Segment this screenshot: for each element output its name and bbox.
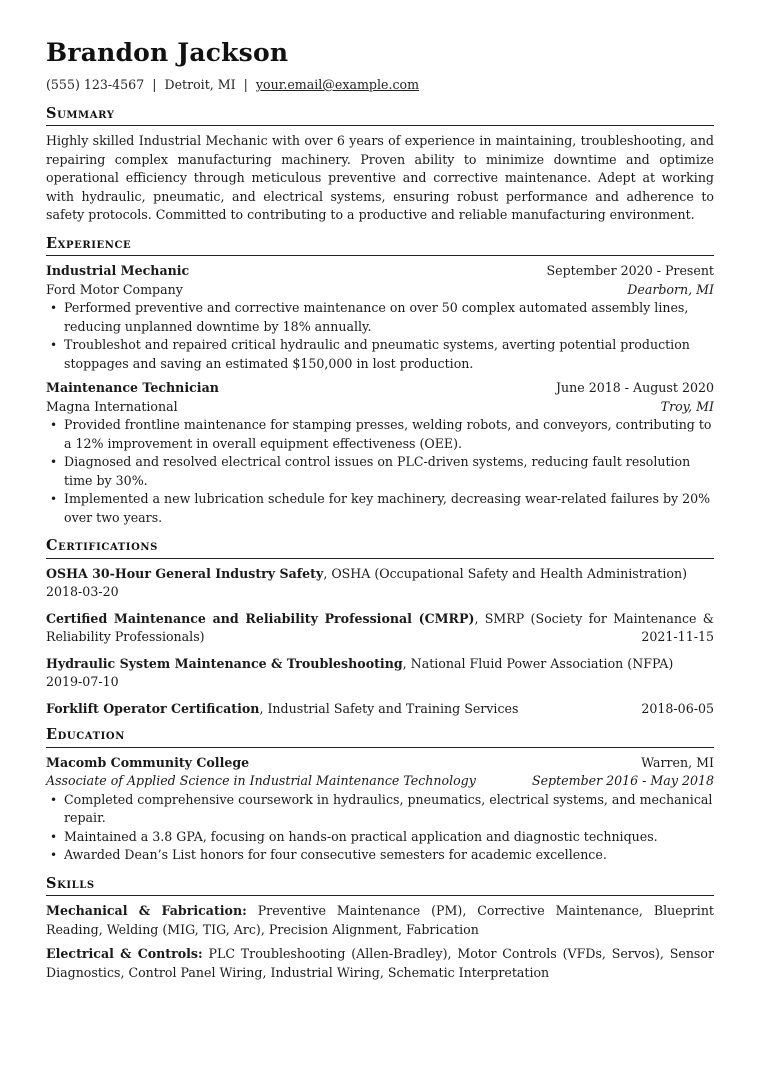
candidate-name: Brandon Jackson [46, 38, 289, 67]
skill-group [46, 902, 714, 939]
cert-name: Forklift Operator Certification [46, 700, 260, 716]
job-bullets [46, 299, 714, 373]
cert-date: 2018-06-05 [641, 700, 714, 716]
job-company: Ford Motor Company [46, 281, 183, 297]
skill-group-text: PLC Troubleshooting (Allen-Bradley), Motor Controls (VFDs, Servos), Sensor Diagnostics, Control Panel Wiring, Industrial Wiring, Schematic Interpretation [46, 946, 714, 980]
job-role: Industrial Mechanic [46, 263, 190, 278]
job-entry [46, 379, 714, 527]
skill-group [46, 945, 714, 982]
cert-name: OSHA 30-Hour General Industry Safety [46, 565, 324, 581]
education-dates: September 2016 - May 2018 [531, 773, 714, 788]
job-role: Maintenance Technician [46, 380, 219, 395]
location: Detroit, MI [164, 77, 236, 92]
job-dates: September 2020 - Present [546, 263, 714, 278]
cert-date: 2019-07-10 [46, 674, 119, 689]
phone-number: (555) 123-4567 [46, 77, 145, 92]
job-bullets [46, 416, 714, 527]
list-item: • Performed preventive and corrective maintenance on over 50 complex automated assembly lines, reducing unplanned downtime by 18% annually. [46, 299, 714, 336]
job-dates: June 2018 - August 2020 [556, 380, 714, 395]
cert-date: 2018-03-20 [46, 584, 119, 599]
cert-date: 2021-11-15 [641, 629, 714, 644]
cert-issuer: , Industrial Safety and Training Services [259, 700, 519, 716]
school-name: Macomb Community College [46, 754, 250, 770]
section-title-summary: Summary [46, 105, 714, 127]
job-location: Dearborn, MI [627, 281, 714, 297]
skill-group-text: Preventive Maintenance (PM), Corrective Maintenance, Blueprint Reading, Welding (MIG, TIG, Arc), Precision Alignment, Fabrication [46, 903, 714, 937]
list-item: • Provided frontline maintenance for stamping presses, welding robots, and conveyors, contributing to a 12% improvement in overall equipment effectiveness (OEE). [46, 416, 714, 453]
contact-line [46, 76, 714, 95]
email-link[interactable]: your.email@example.com [255, 77, 420, 92]
certification-entry [46, 610, 714, 647]
cert-issuer: , National Fluid Power Association (NFPA) [402, 655, 674, 671]
skill-group-label: Mechanical & Fabrication: [46, 903, 247, 918]
job-location: Troy, MI [660, 398, 714, 414]
list-item: • Troubleshot and repaired critical hydraulic and pneumatic systems, averting potential production stoppages and saving an estimated $150,000 in lost production. [46, 336, 714, 373]
cert-name: Hydraulic System Maintenance & Troubleshooting [46, 655, 403, 671]
list-item: • Awarded Dean’s List honors for four consecutive semesters for academic excellence. [46, 846, 714, 865]
cert-issuer: , OSHA (Occupational Safety and Health Administration) [323, 565, 687, 581]
resume-page [46, 38, 714, 988]
list-item: • Maintained a 3.8 GPA, focusing on hands-on practical application and diagnostic techniques. [46, 828, 714, 847]
section-title-certifications: Certifications [46, 537, 714, 559]
job-entry [46, 262, 714, 373]
section-title-experience: Experience [46, 235, 714, 257]
list-item: • Implemented a new lubrication schedule for key machinery, decreasing wear-related failures by 20% over two years. [46, 490, 714, 527]
cert-name: Certified Maintenance and Reliability Professional (CMRP) [46, 610, 475, 626]
contact-separator: | [243, 77, 248, 92]
summary-text: Highly skilled Industrial Mechanic with over 6 years of experience in maintaining, troubleshooting, and repairing complex manufacturing machinery. Proven ability to minimize downtime and optimize operational efficiency through meticulous preventive and corrective maintenance. Adept at working with hydraulic, pneumatic, and electrical systems, ensuring robust performance and adherence to safety protocols. Committed to contributing to a productive and reliable manufacturing environment. [46, 133, 714, 222]
school-location: Warren, MI [641, 754, 714, 770]
section-title-skills: Skills [46, 875, 714, 897]
cert-issuer: , SMRP (Society for Maintenance & Reliability Professionals) [46, 610, 714, 644]
degree-name: Associate of Applied Science in Industrial Maintenance Technology [46, 773, 476, 788]
list-item: • Diagnosed and resolved electrical control issues on PLC-driven systems, reducing fault resolution time by 30%. [46, 453, 714, 490]
list-item: • Completed comprehensive coursework in hydraulics, pneumatics, electrical systems, and mechanical repair. [46, 791, 714, 828]
section-title-education: Education [46, 726, 714, 748]
contact-separator: | [152, 77, 157, 92]
certification-entry [46, 655, 714, 692]
education-bullets [46, 791, 714, 865]
skill-group-label: Electrical & Controls: [46, 946, 203, 961]
certification-entry [46, 565, 714, 602]
job-company: Magna International [46, 398, 178, 414]
certification-entry [46, 700, 714, 719]
